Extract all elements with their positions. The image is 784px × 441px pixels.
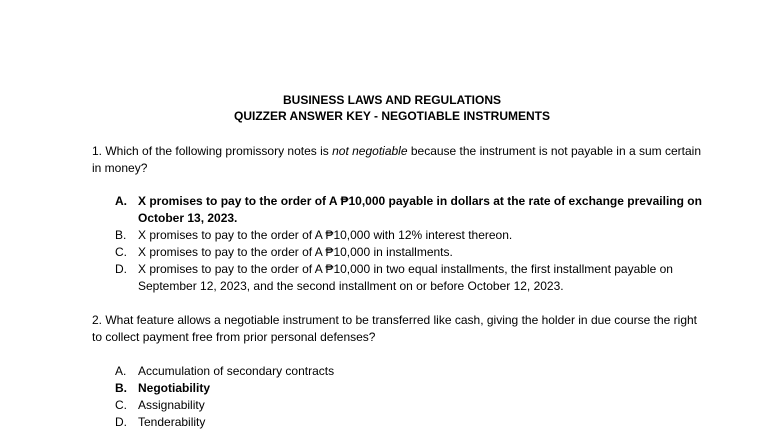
option-text: X promises to pay to the order of A ₱10,000 in installments. bbox=[138, 245, 453, 259]
option-1b bbox=[115, 227, 705, 244]
question-2-options bbox=[115, 363, 705, 431]
option-1c bbox=[115, 244, 705, 261]
option-letter: A. bbox=[115, 364, 127, 378]
question-1-options bbox=[115, 193, 705, 295]
option-text: X promises to pay to the order of A ₱10,000 with 12% interest thereon. bbox=[138, 228, 513, 242]
document-title-line2: QUIZZER ANSWER KEY - NEGOTIABLE INSTRUMENTS bbox=[233, 109, 550, 123]
question-1-emphasis: not negotiable bbox=[332, 144, 408, 158]
document-title-line1: BUSINESS LAWS AND REGULATIONS bbox=[282, 93, 501, 107]
option-text: X promises to pay to the order of A ₱10,000 payable in dollars at the rate of exchange prevailing on October 13, 2023. bbox=[138, 194, 702, 225]
option-text: Tenderability bbox=[138, 415, 206, 429]
option-letter: B. bbox=[115, 381, 127, 395]
option-2a bbox=[115, 363, 705, 380]
option-letter: D. bbox=[115, 415, 127, 429]
question-1-text bbox=[92, 143, 702, 177]
option-letter: C. bbox=[115, 245, 127, 259]
option-2d bbox=[115, 414, 705, 431]
option-1a bbox=[115, 193, 705, 227]
option-text: Accumulation of secondary contracts bbox=[138, 364, 335, 378]
option-letter: D. bbox=[115, 262, 127, 276]
question-1-suffix: because the instrument is not payable in a sum certain in money? bbox=[92, 144, 702, 175]
option-text: Assignability bbox=[138, 398, 205, 412]
option-letter: B. bbox=[115, 228, 127, 242]
option-letter: A. bbox=[115, 194, 127, 208]
option-2c bbox=[115, 397, 705, 414]
option-letter: C. bbox=[115, 398, 127, 412]
option-1d bbox=[115, 261, 705, 295]
option-text: Negotiability bbox=[138, 381, 211, 395]
question-1-prefix: 1. Which of the following promissory notes is bbox=[92, 144, 333, 158]
option-2b bbox=[115, 380, 705, 397]
question-2-text: 2. What feature allows a negotiable instrument to be transferred like cash, giving the holder in due course the right to collect payment free from prior personal defenses? bbox=[92, 313, 698, 344]
option-text: X promises to pay to the order of A ₱10,000 in two equal installments, the first installment payable on September 12, 2023, and the second installment on or before October 12, 2023. bbox=[138, 262, 673, 293]
